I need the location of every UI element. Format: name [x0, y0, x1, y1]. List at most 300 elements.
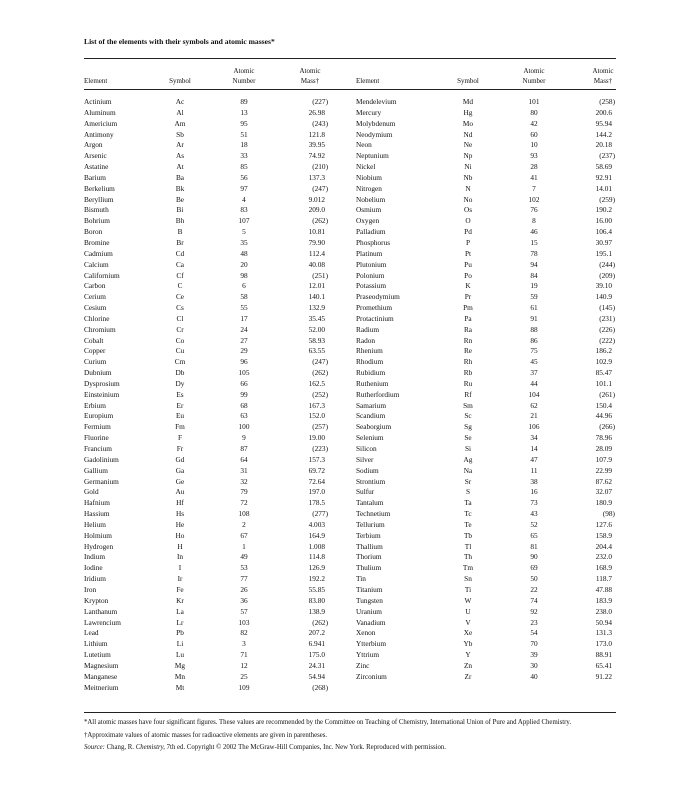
- element-name: Actinium: [84, 97, 112, 106]
- element-name: Magnesium: [84, 660, 119, 670]
- atomic-mass: 35.45: [308, 313, 325, 323]
- element-name: Lawrencium: [84, 617, 121, 627]
- page-title: List of the elements with their symbols and atomic masses*: [84, 37, 275, 46]
- atomic-number: 24: [240, 324, 248, 334]
- element-name: Oxygen: [356, 216, 380, 226]
- element-name: Hydrogen: [84, 541, 114, 551]
- element-name: Neptunium: [356, 151, 389, 161]
- element-name: Rubidium: [356, 368, 386, 378]
- element-symbol: Ba: [175, 172, 185, 182]
- atomic-mass: 12.01: [308, 281, 325, 291]
- element-name: Dysprosium: [84, 378, 120, 388]
- element-symbol: Es: [176, 389, 184, 399]
- atomic-number: 61: [530, 303, 538, 313]
- element-symbol: Ti: [464, 584, 472, 594]
- element-name: Scandium: [356, 411, 386, 421]
- atomic-mass: 150.4: [595, 400, 612, 410]
- element-name: Terbium: [356, 530, 381, 540]
- atomic-mass: 39.95: [308, 140, 325, 150]
- atomic-number: 35: [240, 237, 248, 247]
- element-name: Cerium: [84, 292, 106, 302]
- atomic-number: 16: [530, 487, 538, 497]
- left-mass-column: [280, 97, 328, 693]
- atomic-mass: (266): [599, 422, 615, 432]
- element-name: Beryllium: [84, 194, 114, 204]
- element-symbol: Pa: [464, 313, 472, 323]
- element-name: Meitnerium: [84, 682, 119, 692]
- atomic-mass: 47.88: [595, 584, 612, 594]
- element-name: Lithium: [84, 639, 108, 649]
- element-name: Europium: [84, 411, 114, 421]
- atomic-mass: (237): [599, 151, 615, 161]
- element-name: Cobalt: [84, 335, 104, 345]
- atomic-mass: 40.08: [308, 259, 325, 269]
- element-symbol: Pu: [464, 259, 472, 269]
- element-name: Radium: [356, 324, 380, 334]
- right-header-mass: Atomic Mass†: [592, 67, 614, 85]
- element-name: Thallium: [356, 541, 383, 551]
- element-symbol: Ge: [175, 476, 185, 486]
- element-name: Tellurium: [356, 519, 385, 529]
- element-symbol: Cd: [175, 248, 185, 258]
- footnote-source: Source: Chang, R. Chemistry, 7th ed. Copyright © 2002 The McGraw-Hill Companies, Inc. New York. Reproduced with permission.: [84, 744, 446, 751]
- atomic-mass: (259): [599, 194, 615, 204]
- element-name: Krypton: [84, 595, 109, 605]
- element-symbol: F: [177, 433, 183, 443]
- atomic-number: 22: [530, 584, 538, 594]
- atomic-mass: 158.9: [595, 530, 612, 540]
- element-symbol: Cu: [175, 346, 185, 356]
- element-symbol: S: [465, 487, 471, 497]
- atomic-number: 73: [530, 498, 538, 508]
- element-name: Arsenic: [84, 151, 107, 161]
- element-name: Hassium: [84, 509, 110, 519]
- element-symbol: Se: [464, 433, 472, 443]
- atomic-mass: 24.31: [308, 660, 325, 670]
- atomic-mass: 131.3: [595, 628, 612, 638]
- element-name: Germanium: [84, 476, 119, 486]
- atomic-mass: 39.10: [595, 281, 612, 291]
- element-name: Bismuth: [84, 205, 109, 215]
- atomic-number: 10: [530, 140, 538, 150]
- atomic-mass: 137.3: [308, 172, 325, 182]
- element-name: Zinc: [356, 660, 370, 670]
- left-symbol-column: [160, 97, 200, 693]
- element-name: Osmium: [356, 205, 382, 215]
- atomic-mass: 28.09: [595, 444, 612, 453]
- element-symbol: Sn: [464, 574, 472, 584]
- element-symbol: Li: [176, 639, 184, 649]
- atomic-mass: 167.3: [308, 400, 325, 410]
- element-name: Curium: [84, 357, 107, 367]
- element-name: Uranium: [356, 606, 382, 616]
- atomic-mass: (262): [312, 216, 328, 226]
- atomic-mass: 74.92: [308, 151, 325, 161]
- atomic-number: 77: [240, 574, 248, 584]
- element-symbol: Os: [463, 205, 473, 215]
- element-name: Sodium: [356, 465, 379, 475]
- atomic-number: 64: [240, 454, 248, 464]
- element-name: Holmium: [84, 530, 112, 540]
- left-header-mass: Atomic Mass†: [299, 67, 321, 85]
- element-symbol: Ru: [463, 378, 473, 388]
- element-symbol: Cs: [176, 303, 184, 313]
- element-symbol: Hf: [176, 498, 184, 508]
- element-symbol: Zr: [464, 671, 472, 681]
- atomic-number: 57: [240, 606, 248, 616]
- atomic-number: 45: [530, 357, 538, 367]
- atomic-number: 49: [240, 552, 248, 562]
- element-name: Samarium: [356, 400, 386, 410]
- atomic-number: 105: [238, 368, 250, 378]
- atomic-number: 43: [530, 509, 538, 519]
- atomic-number: 34: [530, 433, 538, 443]
- atomic-number: 79: [240, 487, 248, 497]
- element-symbol: Fm: [175, 422, 185, 432]
- right-header-symbol: Symbol: [457, 77, 479, 85]
- atomic-mass: 30.97: [595, 237, 612, 247]
- atomic-mass: 4.003: [308, 519, 325, 529]
- atomic-mass: 87.62: [595, 476, 612, 486]
- right-number-column: [512, 97, 556, 683]
- atomic-number: 14: [530, 444, 538, 453]
- atomic-number: 84: [530, 270, 538, 280]
- atomic-mass: 44.96: [595, 411, 612, 421]
- atomic-mass: 16.00: [595, 216, 612, 226]
- element-symbol: Pm: [463, 303, 473, 313]
- atomic-mass: 26.98: [308, 107, 325, 117]
- element-symbol: Gd: [175, 454, 185, 464]
- element-symbol: Ga: [175, 465, 185, 475]
- element-symbol: Mn: [174, 671, 186, 681]
- atomic-mass: (243): [312, 118, 328, 128]
- atomic-number: 104: [528, 389, 540, 399]
- atomic-number: 55: [240, 303, 248, 313]
- atomic-number: 28: [530, 162, 538, 172]
- atomic-number: 47: [530, 454, 538, 464]
- element-symbol: As: [175, 151, 185, 161]
- atomic-number: 86: [530, 335, 538, 345]
- atomic-number: 103: [238, 617, 250, 627]
- atomic-number: 13: [240, 107, 248, 117]
- atomic-mass: 173.0: [595, 639, 612, 649]
- atomic-number: 94: [530, 259, 538, 269]
- atomic-mass: 10.81: [308, 227, 325, 237]
- atomic-mass: (251): [312, 270, 328, 280]
- element-symbol: Al: [176, 107, 184, 117]
- element-name: Thulium: [356, 563, 382, 573]
- atomic-mass: 79.90: [308, 237, 325, 247]
- right-element-column: [356, 97, 446, 683]
- atomic-mass: 32.07: [595, 487, 612, 497]
- atomic-number: 31: [240, 465, 248, 475]
- element-name: Protactinium: [356, 313, 394, 323]
- atomic-number: 6: [242, 281, 246, 291]
- element-symbol: Hg: [463, 107, 473, 117]
- atomic-mass: 112.4: [308, 248, 325, 258]
- element-name: Gallium: [84, 465, 108, 475]
- atomic-number: 46: [530, 227, 538, 237]
- atomic-number: 36: [240, 595, 248, 605]
- atomic-number: 11: [530, 465, 538, 475]
- atomic-number: 81: [530, 541, 538, 551]
- atomic-mass: 58.69: [595, 162, 612, 172]
- atomic-mass: 164.9: [308, 530, 325, 540]
- left-header-symbol: Symbol: [169, 77, 191, 85]
- atomic-number: 38: [530, 476, 538, 486]
- element-symbol: In: [176, 552, 184, 562]
- atomic-mass: 55.85: [308, 584, 325, 594]
- atomic-mass: 138.9: [308, 606, 325, 616]
- element-symbol: I: [178, 563, 182, 573]
- atomic-number: 40: [530, 671, 538, 681]
- atomic-mass: (247): [312, 357, 328, 367]
- atomic-number: 62: [530, 400, 538, 410]
- element-symbol: Dy: [175, 378, 185, 388]
- element-symbol: Am: [174, 118, 186, 128]
- element-name: Silicon: [356, 444, 377, 453]
- element-symbol: Si: [464, 444, 472, 453]
- atomic-mass: 101.1: [595, 378, 612, 388]
- atomic-mass: (210): [312, 162, 328, 172]
- atomic-mass: 132.9: [308, 303, 325, 313]
- element-name: Plutonium: [356, 259, 387, 269]
- atomic-mass: 121.8: [308, 129, 325, 139]
- element-name: Tin: [356, 574, 366, 584]
- element-symbol: N: [465, 183, 471, 193]
- element-symbol: Te: [464, 519, 472, 529]
- element-symbol: Db: [175, 368, 185, 378]
- element-symbol: Be: [175, 194, 185, 204]
- element-symbol: Pt: [464, 248, 472, 258]
- element-symbol: K: [465, 281, 471, 291]
- atomic-number: 83: [240, 205, 248, 215]
- element-name: Boron: [84, 227, 103, 237]
- atomic-mass: (261): [599, 389, 615, 399]
- element-name: Dubnium: [84, 368, 112, 378]
- element-symbol: Br: [176, 237, 184, 247]
- atomic-mass: (258): [599, 97, 615, 106]
- element-name: Vanadium: [356, 617, 386, 627]
- atomic-mass: 52.00: [308, 324, 325, 334]
- atomic-mass: 19.00: [308, 433, 325, 443]
- atomic-mass: 175.0: [308, 650, 325, 660]
- atomic-number: 107: [238, 216, 250, 226]
- element-name: Rutherfordium: [356, 389, 400, 399]
- atomic-number: 12: [240, 660, 248, 670]
- atomic-mass: (252): [312, 389, 328, 399]
- atomic-mass: 180.9: [595, 498, 612, 508]
- atomic-mass: (277): [312, 509, 328, 519]
- element-name: Hafnium: [84, 498, 110, 508]
- element-name: Helium: [84, 519, 106, 529]
- element-name: Carbon: [84, 281, 106, 291]
- atomic-number: 74: [530, 595, 538, 605]
- element-name: Francium: [84, 444, 112, 453]
- atomic-number: 26: [240, 584, 248, 594]
- atomic-number: 89: [240, 97, 248, 106]
- atomic-mass: 126.9: [308, 563, 325, 573]
- atomic-mass: 232.0: [595, 552, 612, 562]
- atomic-number: 23: [530, 617, 538, 627]
- element-name: Antimony: [84, 129, 114, 139]
- atomic-mass: 127.6: [595, 519, 612, 529]
- element-name: Tantalum: [356, 498, 384, 508]
- atomic-number: 99: [240, 389, 248, 399]
- element-symbol: Np: [463, 151, 473, 161]
- element-symbol: Ca: [175, 259, 185, 269]
- element-symbol: Ir: [177, 574, 183, 584]
- element-symbol: Eu: [175, 411, 185, 421]
- atomic-mass: 200.6: [595, 107, 612, 117]
- element-symbol: Bk: [175, 183, 185, 193]
- element-symbol: Mo: [462, 118, 474, 128]
- element-name: Berkelium: [84, 183, 115, 193]
- element-symbol: Ar: [176, 140, 184, 150]
- atomic-number: 100: [238, 422, 250, 432]
- left-number-column: [222, 97, 266, 693]
- element-name: Potassium: [356, 281, 387, 291]
- element-symbol: Lr: [176, 617, 184, 627]
- atomic-number: 85: [240, 162, 248, 172]
- atomic-mass: 192.2: [308, 574, 325, 584]
- footnote-significant-figures: *All atomic masses have four significant figures. These values are recommended by the Committee on Teaching of Chemistry, International Union of Pure and Applied Chemistry.: [84, 719, 572, 726]
- element-symbol: Er: [176, 400, 184, 410]
- element-symbol: Bi: [176, 205, 184, 215]
- element-name: Manganese: [84, 671, 118, 681]
- element-symbol: Kr: [176, 595, 184, 605]
- atomic-mass: 209.0: [308, 205, 325, 215]
- atomic-number: 97: [240, 183, 248, 193]
- element-name: Yttrium: [356, 650, 380, 660]
- atomic-mass: 95.94: [595, 118, 612, 128]
- element-name: Astatine: [84, 162, 109, 172]
- element-symbol: Rn: [463, 335, 473, 345]
- element-symbol: Rh: [463, 357, 473, 367]
- atomic-mass: 92.91: [595, 172, 612, 182]
- atomic-mass: 186.2: [595, 346, 612, 356]
- atomic-mass: (209): [599, 270, 615, 280]
- atomic-mass: 1.008: [308, 541, 325, 551]
- element-symbol: Pd: [464, 227, 472, 237]
- atomic-number: 8: [532, 216, 536, 226]
- right-symbol-column: [448, 97, 488, 683]
- element-symbol: W: [464, 595, 472, 605]
- element-symbol: H: [177, 541, 183, 551]
- element-name: Californium: [84, 270, 120, 280]
- footnote-radioactive: †Approximate values of atomic masses for radioactive elements are given in parentheses.: [84, 731, 328, 739]
- atomic-mass: 118.7: [595, 574, 612, 584]
- atomic-number: 20: [240, 259, 248, 269]
- atomic-number: 5: [242, 227, 246, 237]
- element-symbol: Mt: [175, 682, 185, 692]
- atomic-number: 71: [240, 650, 248, 660]
- atomic-number: 92: [530, 606, 538, 616]
- element-name: Gold: [84, 487, 99, 497]
- atomic-mass: 88.91: [595, 650, 612, 660]
- element-name: Selenium: [356, 433, 384, 443]
- atomic-number: 66: [240, 378, 248, 388]
- atomic-number: 82: [240, 628, 248, 638]
- atomic-mass: 20.18: [595, 140, 612, 150]
- element-symbol: At: [176, 162, 184, 172]
- element-name: Gadolinium: [84, 454, 119, 464]
- atomic-number: 52: [530, 519, 538, 529]
- element-name: Iron: [84, 584, 97, 594]
- atomic-number: 25: [240, 671, 248, 681]
- element-name: Niobium: [356, 172, 382, 182]
- atomic-number: 65: [530, 530, 538, 540]
- left-element-column: [84, 97, 164, 693]
- atomic-number: 41: [530, 172, 538, 182]
- atomic-number: 7: [532, 183, 536, 193]
- element-name: Polonium: [356, 270, 385, 280]
- element-name: Copper: [84, 346, 106, 356]
- element-name: Ruthenium: [356, 378, 389, 388]
- element-symbol: Co: [175, 335, 185, 345]
- atomic-mass: 157.3: [308, 454, 325, 464]
- element-symbol: Yb: [463, 639, 473, 649]
- atomic-number: 19: [530, 281, 538, 291]
- atomic-number: 90: [530, 552, 538, 562]
- atomic-number: 98: [240, 270, 248, 280]
- atomic-number: 48: [240, 248, 248, 258]
- atomic-number: 108: [238, 509, 250, 519]
- atomic-number: 51: [240, 129, 248, 139]
- atomic-mass: 195.1: [595, 248, 612, 258]
- element-name: Zirconium: [356, 671, 387, 681]
- right-header-number: Atomic Number: [522, 67, 546, 85]
- atomic-mass: 152.0: [308, 411, 325, 421]
- element-name: Americium: [84, 118, 118, 128]
- atomic-number: 109: [238, 682, 250, 692]
- element-symbol: Fe: [176, 584, 184, 594]
- element-name: Lead: [84, 628, 99, 638]
- atomic-number: 69: [530, 563, 538, 573]
- element-name: Cadmium: [84, 248, 113, 258]
- element-name: Thorium: [356, 552, 382, 562]
- element-symbol: Mg: [174, 660, 186, 670]
- element-name: Bromine: [84, 237, 110, 247]
- element-name: Phosphorus: [356, 237, 391, 247]
- atomic-number: 33: [240, 151, 248, 161]
- atomic-mass: (262): [312, 617, 328, 627]
- atomic-number: 4: [242, 194, 246, 204]
- element-symbol: Pb: [176, 628, 184, 638]
- element-symbol: Sm: [463, 400, 473, 410]
- atomic-number: 78: [530, 248, 538, 258]
- atomic-mass: 6.941: [308, 639, 325, 649]
- element-symbol: Zn: [463, 660, 473, 670]
- element-symbol: Sc: [464, 411, 472, 421]
- element-name: Neon: [356, 140, 372, 150]
- element-symbol: Ag: [463, 454, 473, 464]
- element-name: Fluorine: [84, 433, 109, 443]
- atomic-mass: (98): [602, 509, 615, 519]
- element-name: Aluminum: [84, 107, 116, 117]
- element-name: Lutetium: [84, 650, 111, 660]
- atomic-number: 1: [242, 541, 246, 551]
- element-name: Nobelium: [356, 194, 386, 204]
- bottom-rule: [84, 712, 616, 713]
- atomic-number: 72: [240, 498, 248, 508]
- element-symbol: Ta: [464, 498, 472, 508]
- element-name: Rhodium: [356, 357, 384, 367]
- element-name: Nitrogen: [356, 183, 382, 193]
- element-symbol: Ra: [463, 324, 473, 334]
- element-symbol: Pr: [464, 292, 472, 302]
- atomic-mass: 140.9: [595, 292, 612, 302]
